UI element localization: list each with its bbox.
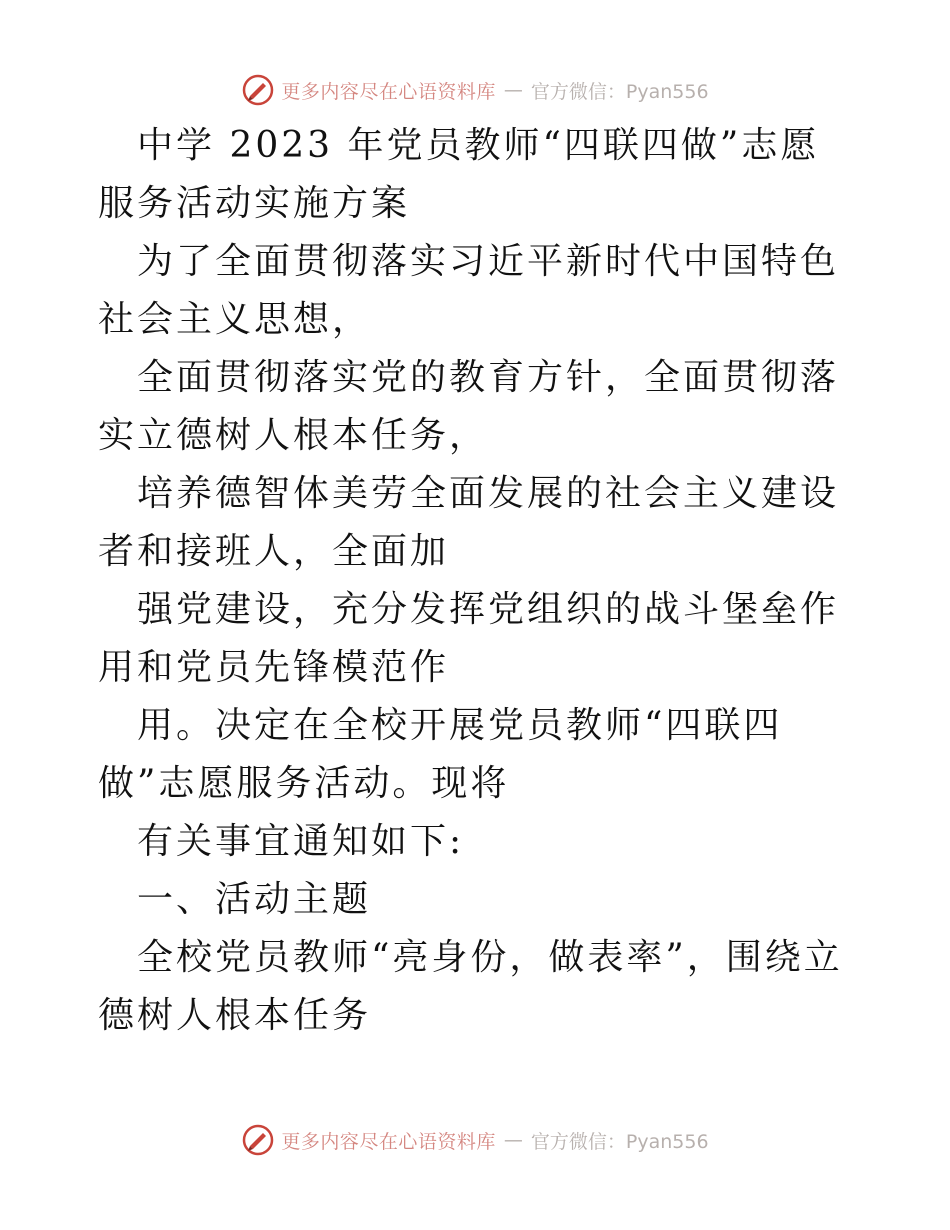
paragraph: 强党建设，充分发挥党组织的战斗堡垒作用和党员先锋模范作 <box>98 589 840 688</box>
footer-watermark <box>0 1120 950 1160</box>
pen-logo-icon <box>241 1123 275 1157</box>
header-watermark <box>0 70 950 110</box>
paragraph: 用。决定在全校开展党员教师“四联四做”志愿服务活动。现将 <box>98 705 783 804</box>
watermark-separator: — <box>503 1129 523 1151</box>
paragraph: 有关事宜通知如下: <box>137 821 465 862</box>
paragraph: 全面贯彻落实党的教育方针，全面贯彻落实立德树人根本任务， <box>98 357 840 456</box>
document-title: 中学 2023 年党员教师“四联四做”志愿服务活动实施方案 <box>98 125 820 224</box>
paragraph: 培养德智体美劳全面发展的社会主义建设者和接班人，全面加 <box>98 473 840 572</box>
document-body <box>98 117 858 1045</box>
pen-logo-icon <box>241 73 275 107</box>
watermark-separator: — <box>503 79 523 101</box>
paragraph: 全校党员教师“亮身份，做表率”，围绕立德树人根本任务 <box>98 937 843 1036</box>
paragraph: 为了全面贯彻落实习近平新时代中国特色社会主义思想， <box>98 241 840 340</box>
watermark-site-text: 更多内容尽在心语资料库 <box>281 1130 496 1153</box>
section-heading: 一、活动主题 <box>137 879 372 920</box>
watermark-wechat-text: 官方微信：Pyan556 <box>530 80 709 103</box>
watermark-wechat-text: 官方微信：Pyan556 <box>530 1130 709 1153</box>
watermark-site-text: 更多内容尽在心语资料库 <box>281 80 496 103</box>
